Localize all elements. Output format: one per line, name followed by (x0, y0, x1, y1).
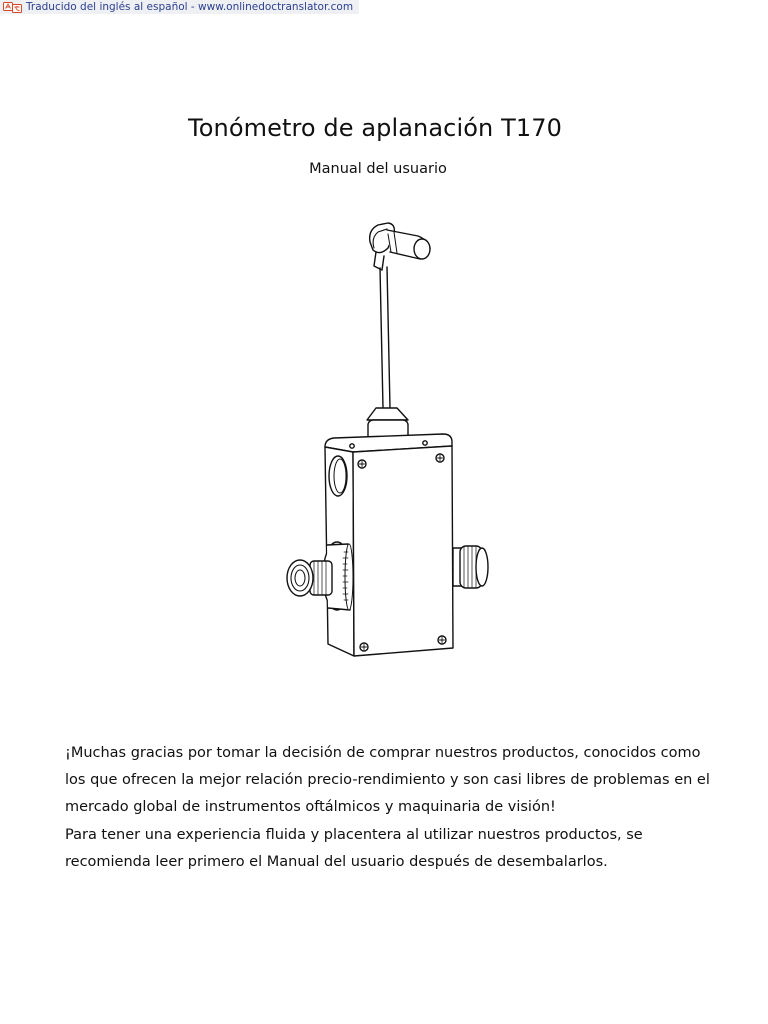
right-knob (453, 546, 488, 588)
translate-icon (3, 1, 23, 13)
translator-banner[interactable] (0, 0, 359, 14)
tonometer-drawing (270, 212, 500, 672)
arm-rod (380, 267, 390, 408)
prism-head (370, 223, 430, 270)
translator-banner-text[interactable]: Traducido del inglés al español - www.onlinedoctranslator.com (26, 1, 354, 13)
document-subtitle: Manual del usuario (309, 161, 447, 177)
intro-paragraph: ¡Muchas gracias por tomar la decisión de comprar nuestros productos, conocidos como los que ofrecen la mejor relación precio-rendimiento y son casi libres de problemas en el mercado global de instrumentos oftálmicos y maquinaria de visión! (65, 745, 710, 816)
measuring-drum (287, 542, 353, 610)
intro-paragraph: Para tener una experiencia fluida y placentera al utilizar nuestros productos, se recomienda leer primero el Manual del usuario después de desembalarlos. (65, 826, 643, 870)
document-title: Tonómetro de aplanación T170 (188, 114, 562, 142)
intro-text (65, 740, 725, 876)
